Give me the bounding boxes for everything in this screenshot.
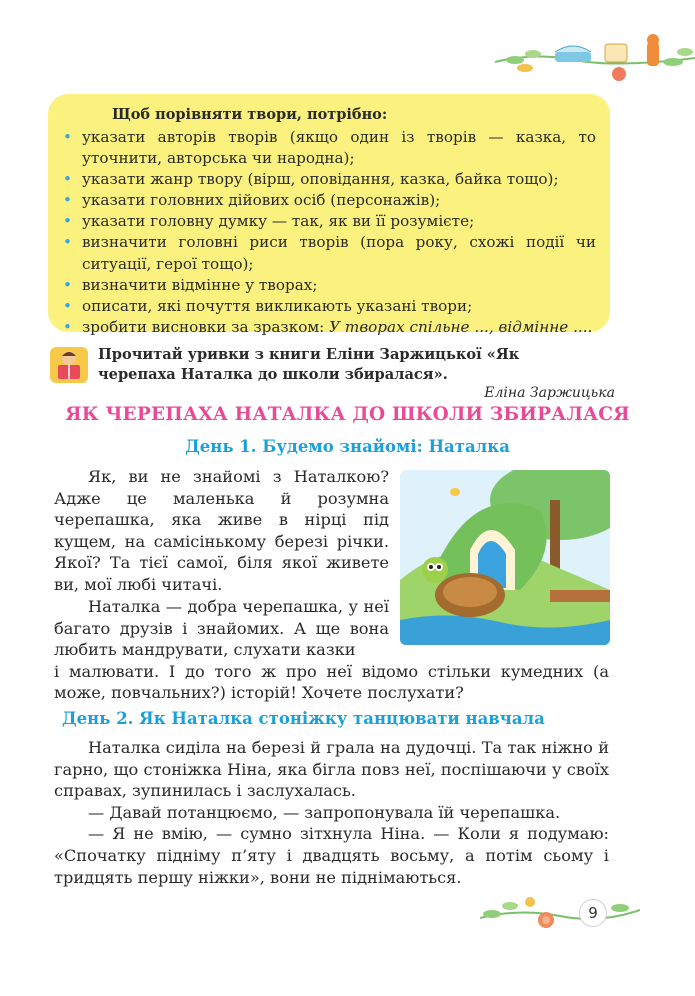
day1-paragraph-2-start: Наталка — добра черепашка, у неї багато друзів і знайомих. А ще вона любить мандрувати, слухати казки: [54, 597, 389, 660]
top-decoration-illustration: [495, 30, 695, 90]
rules-item: • указати авторів творів (якщо один із творів — казка, то уточнити, авторська чи народна);: [60, 127, 596, 169]
day2-text: [54, 737, 609, 888]
author-name: Еліна Заржицька: [484, 385, 615, 401]
day1-paragraph-2-end: і малювати. І до того ж про неї відомо стільки кумедних (а може, повчальних?) історій! Хочете послухати?: [54, 661, 609, 703]
rules-title: Щоб порівняти твори, потрібно:: [112, 106, 388, 123]
reading-child-icon: [50, 347, 88, 383]
day2-paragraph: — Давай потанцюємо, — запропонувала їй черепашка.: [88, 802, 561, 822]
reading-instruction: Прочитай уривки з книги Еліни Заржицької «Як черепаха Наталка до школи збиралася».: [98, 346, 520, 383]
rules-item: • визначити головні риси творів (пора року, схожі події чи ситуації, герої тощо);: [60, 232, 596, 274]
rules-item: • указати головних дійових осіб (персонажів);: [60, 190, 596, 211]
rules-item: • указати жанр твору (вірш, оповідання, казка, байка тощо);: [60, 169, 596, 190]
rules-item: • описати, які почуття викликають указані твори;: [60, 296, 596, 317]
day1-paragraph-1: Як, ви не знайомі з Наталкою? Адже це маленька й розумна черепашка, яка живе в нірці під кущем, на самісінькому березі річки. Якої? Та тієї самої, біля якої живете ви, мої любі читачі.: [54, 467, 389, 594]
rules-last-example: У творах спільне ..., відмінне ...: [329, 317, 588, 336]
day2-heading: День 2. Як Наталка стоніжку танцювати навчала: [62, 709, 545, 728]
rules-item-last: [60, 317, 596, 338]
day2-paragraph: Наталка сиділа на березі й грала на дудочці. Та так ніжно й гарно, що стоніжка Ніна, яка бігла повз неї, поспішаючи у своїх справах, зупинилась і заслухалась.: [54, 738, 609, 801]
story-title: ЯК ЧЕРЕПАХА НАТАЛКА ДО ШКОЛИ ЗБИРАЛАСЯ: [65, 404, 630, 425]
rules-item: • визначити відмінне у творах;: [60, 275, 596, 296]
rules-last-end: .: [587, 317, 593, 336]
bottom-decoration-illustration: [480, 880, 640, 940]
rules-last-prefix: зробити висновки за зразком:: [82, 317, 330, 336]
day2-paragraph: — Я не вмію, — сумно зітхнула Ніна. — Коли я подумаю: «Спочатку підніму п’яту і двадцять восьму, а потім сьому і тридцять першу ніжки», вони не піднімаються.: [54, 824, 609, 887]
rules-list: [60, 127, 596, 338]
rules-box: [48, 94, 610, 336]
page-number: 9: [579, 899, 607, 927]
rules-item: • указати головну думку — так, як ви її розумієте;: [60, 211, 596, 232]
day1-paragraph-2: [54, 596, 609, 704]
day1-heading: День 1. Будемо знайомі: Наталка: [185, 437, 510, 456]
